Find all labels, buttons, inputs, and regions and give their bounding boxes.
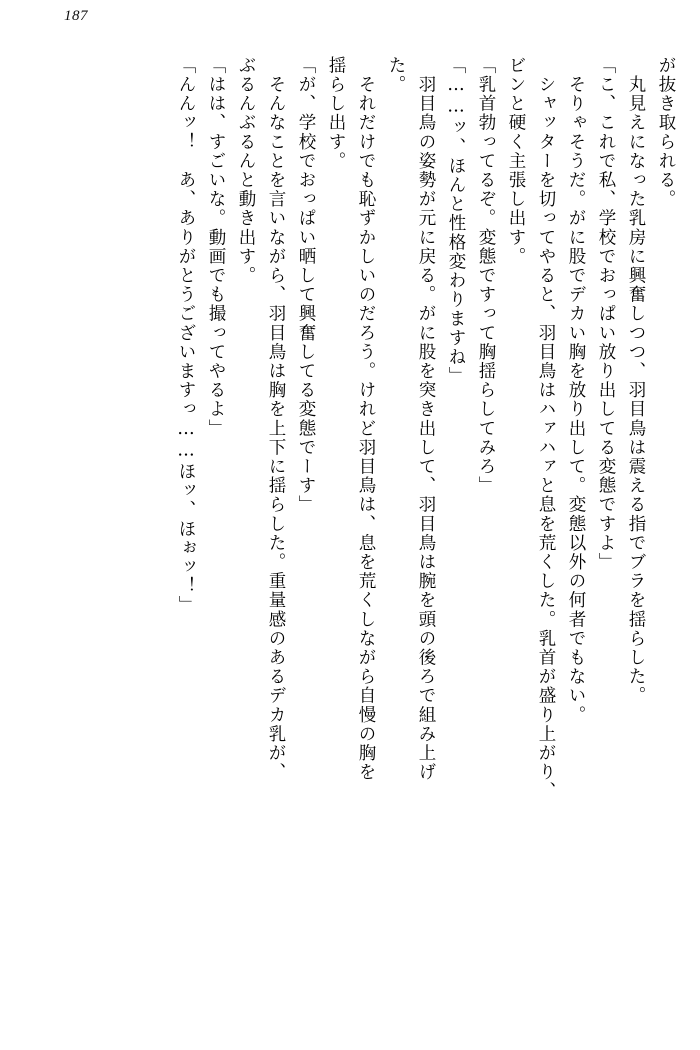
text-line: そんなことを言いながら、羽目鳥は胸を上下に揺らした。重量感のあるデカ乳が、 bbox=[266, 56, 286, 782]
text-line: 「んんッ！ あ、ありがとうございますっ……ほッ、ほぉッ！」 bbox=[176, 56, 196, 615]
text-line: た。 bbox=[386, 56, 406, 95]
text-line: 「乳首勃ってるぞ。変態ですって胸揺らしてみろ」 bbox=[476, 56, 496, 496]
page-number: 187 bbox=[64, 8, 88, 24]
text-line: そりゃそうだ。がに股でデカい胸を放り出して。変態以外の何者でもない。 bbox=[566, 56, 586, 725]
text-line: 揺らし出す。 bbox=[326, 56, 346, 171]
text-line: シャッターを切ってやると、羽目鳥はハァハァと息を荒くした。乳首が盛り上がり、 bbox=[536, 56, 556, 801]
text-line: それだけでも恥ずかしいのだろう。けれど羽目鳥は、息を荒くしながら自慢の胸を bbox=[356, 56, 376, 782]
text-line: が抜き取られる。 bbox=[656, 56, 676, 209]
text-line: 「……ッ、ほんと性格変わりますね」 bbox=[446, 56, 466, 386]
text-line: 丸見えになった乳房に興奮しつつ、羽目鳥は震える指でブラを揺らした。 bbox=[626, 56, 646, 706]
text-line: ぶるんぶるんと動き出す。 bbox=[236, 56, 256, 286]
vertical-text-body bbox=[26, 56, 674, 1022]
text-line: 羽目鳥の姿勢が元に戻る。がに股を突き出して、羽目鳥は腕を頭の後ろで組み上げ bbox=[416, 56, 436, 782]
text-line: ビンと硬く主張し出す。 bbox=[506, 56, 526, 267]
text-line: 「はは、すごいな。動画でも撮ってやるよ」 bbox=[206, 56, 226, 438]
text-line: 「こ、これで私、学校でおっぱい放り出してる変態ですよ」 bbox=[596, 56, 616, 572]
text-line: 「が、学校でおっぱい晒して興奮してる変態でーす」 bbox=[296, 56, 316, 515]
